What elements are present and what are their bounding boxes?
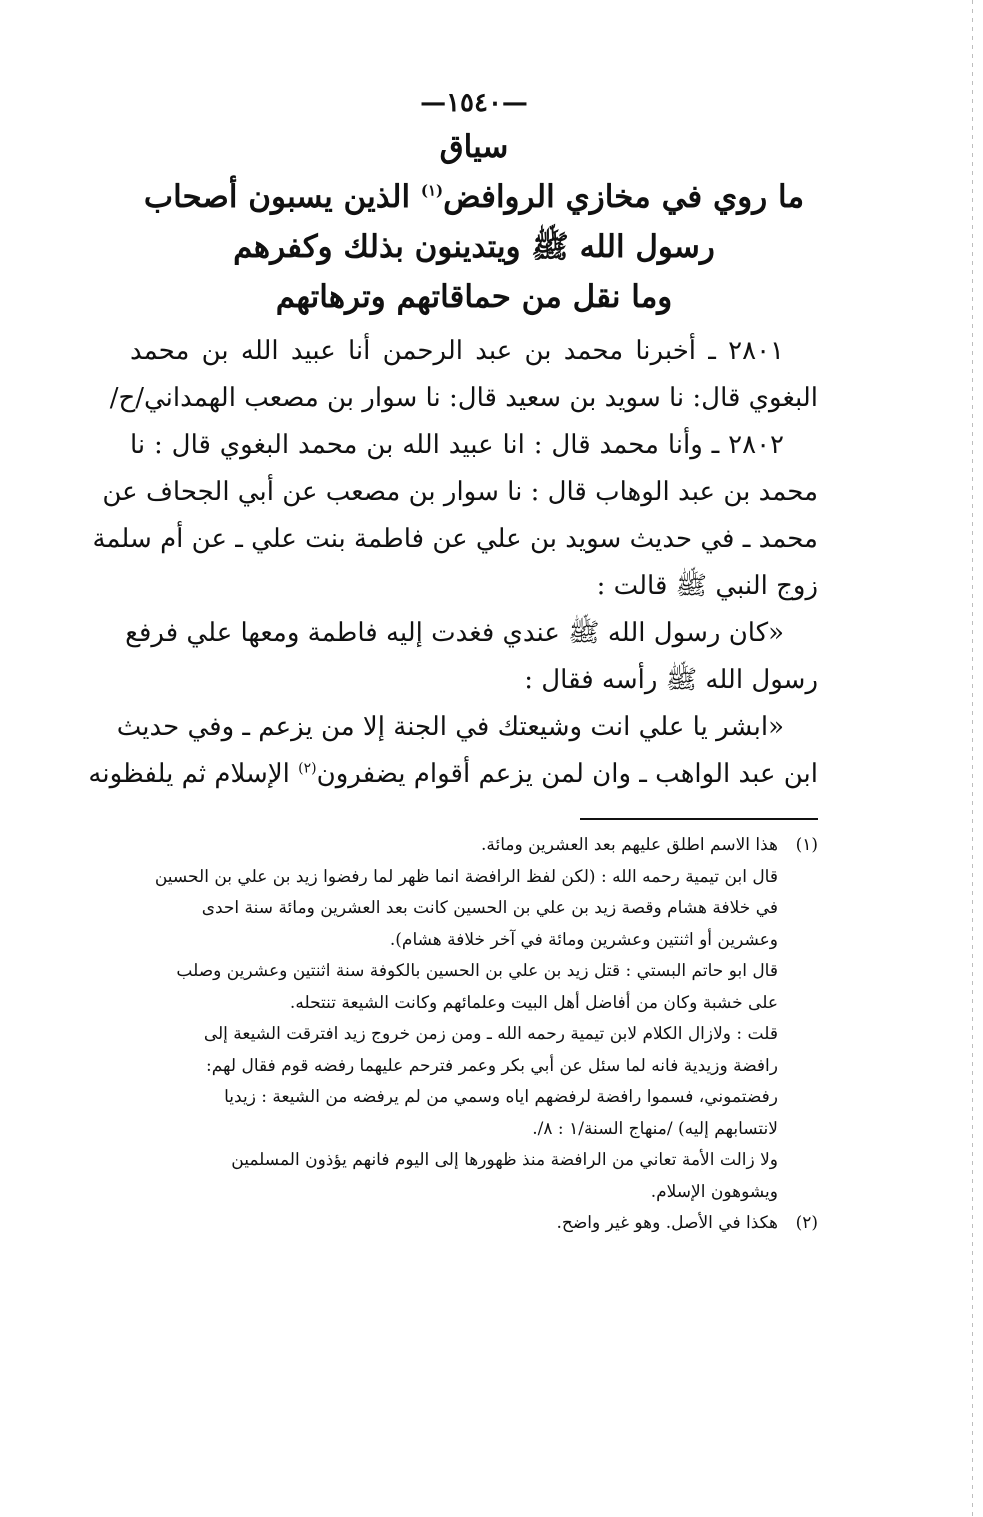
chapter-title-line-2 bbox=[130, 172, 818, 222]
footnote-2 bbox=[130, 1208, 818, 1240]
main-text bbox=[88, 328, 818, 798]
text-line-part-b: الإسلام ثم يلفظونه bbox=[88, 759, 299, 789]
text-line: البغوي قال: نا سويد بن سعيد قال: نا سوار بن مصعب الهمداني/ح/ bbox=[109, 383, 818, 413]
chapter-title-line-3: رسول الله ﷺ ويتدينون بذلك وكفرهم bbox=[233, 229, 715, 265]
text-line: رسول الله ﷺ رأسه فقال : bbox=[524, 665, 818, 695]
text-line: «كان رسول الله ﷺ عندي فغدت إليه فاطمة ومعها علي فرفع bbox=[125, 618, 784, 648]
hadith-quote-2 bbox=[88, 704, 818, 798]
hadith-2801 bbox=[109, 328, 818, 422]
chapter-title-line-2-part-b: الذين يسبون أصحاب bbox=[143, 179, 421, 215]
footnote-separator bbox=[580, 818, 818, 820]
footnote-line: رفضتموني، فسموا رافضة لرفضهم اياه وسمي من لم يرفضه من الشيعة : زيديا bbox=[224, 1087, 778, 1107]
text-line: «ابشر يا علي انت وشيعتك في الجنة إلا من يزعم ـ وفي حديث bbox=[116, 712, 784, 742]
footnote-line: ولا زالت الأمة تعاني من الرافضة منذ ظهورها إلى اليوم فانهم يؤذون المسلمين bbox=[231, 1150, 778, 1170]
book-page bbox=[88, 86, 818, 1486]
footnote-2-number: (٢) bbox=[795, 1213, 818, 1233]
text-line: ٢٨٠٢ ـ وأنا محمد قال : انا عبيد الله بن محمد البغوي قال : نا bbox=[130, 430, 784, 460]
footnote-1-body bbox=[130, 830, 778, 1208]
text-line: زوج النبي ﷺ قالت : bbox=[596, 571, 818, 601]
footnote-line: في خلافة هشام وقصة زيد بن علي بن الحسين كانت بعد العشرين ومائة سنة احدى bbox=[201, 898, 778, 918]
footnote-line: ويشوهون الإسلام. bbox=[650, 1181, 778, 1202]
hadith-2802 bbox=[92, 422, 818, 610]
text-line: محمد ـ في حديث سويد بن علي عن فاطمة بنت علي ـ عن أم سلمة bbox=[92, 524, 818, 554]
scan-edge-line bbox=[972, 0, 973, 1517]
chapter-title-line-4: وما نقل من حماقاتهم وترهاتهم bbox=[275, 279, 673, 315]
footnote-line: قال ابن تيمية رحمه الله : (لكن لفظ الرافضة انما ظهر لما رفضوا زيد بن علي بن الحسين bbox=[154, 866, 778, 887]
text-line bbox=[88, 751, 818, 798]
footnote-line: وعشرين أو اثنتين وعشرين ومائة في آخر خلافة هشام). bbox=[389, 929, 778, 950]
footnotes bbox=[130, 830, 818, 1240]
footnote-line: رافضة وزيدية فانه لما سئل عن أبي بكر وعمر فترحم عليهما رفضه قوم فقال لهم: bbox=[206, 1055, 778, 1076]
footnote-line: قال ابو حاتم البستي : قتل زيد بن علي بن الحسين بالكوفة سنة اثنتين وعشرين وصلب bbox=[176, 961, 778, 981]
footnote-ref-2: (٢) bbox=[298, 760, 317, 777]
page-number: —١٥٤٠— bbox=[420, 88, 528, 118]
hadith-quote-1 bbox=[125, 610, 818, 704]
text-line: ٢٨٠١ ـ أخبرنا محمد بن عبد الرحمن أنا عبيد الله بن محمد bbox=[130, 336, 784, 366]
chapter-title-line-1: سياق bbox=[439, 129, 509, 165]
footnote-ref-1: (١) bbox=[420, 181, 444, 200]
footnote-line: هكذا في الأصل. وهو غير واضح. bbox=[556, 1213, 778, 1233]
footnote-line: هذا الاسم اطلق عليهم بعد العشرين ومائة. bbox=[480, 835, 778, 855]
footnote-line: على خشبة وكان من أفاضل أهل البيت وعلمائهم وكانت الشيعة تنتحله. bbox=[289, 992, 778, 1013]
text-line-part-a: ابن عبد الواهب ـ وان لمن يزعم أقوام يضفرون bbox=[316, 759, 818, 789]
footnote-line: قلت : ولازال الكلام لابن تيمية رحمه الله ـ ومن زمن خروج زيد افترقت الشيعة إلى bbox=[203, 1024, 778, 1044]
footnote-1-number: (١) bbox=[795, 835, 818, 855]
footnote-1 bbox=[130, 830, 818, 1208]
chapter-title-line-2-part-a: ما روي في مخازي الروافض bbox=[443, 179, 805, 215]
footnote-2-body bbox=[130, 1208, 778, 1240]
footnote-line: لانتسابهم إليه) /منهاج السنة/١ : ٨/. bbox=[532, 1118, 778, 1139]
text-line: محمد بن عبد الوهاب قال : نا سوار بن مصعب عن أبي الجحاف عن bbox=[102, 477, 818, 507]
